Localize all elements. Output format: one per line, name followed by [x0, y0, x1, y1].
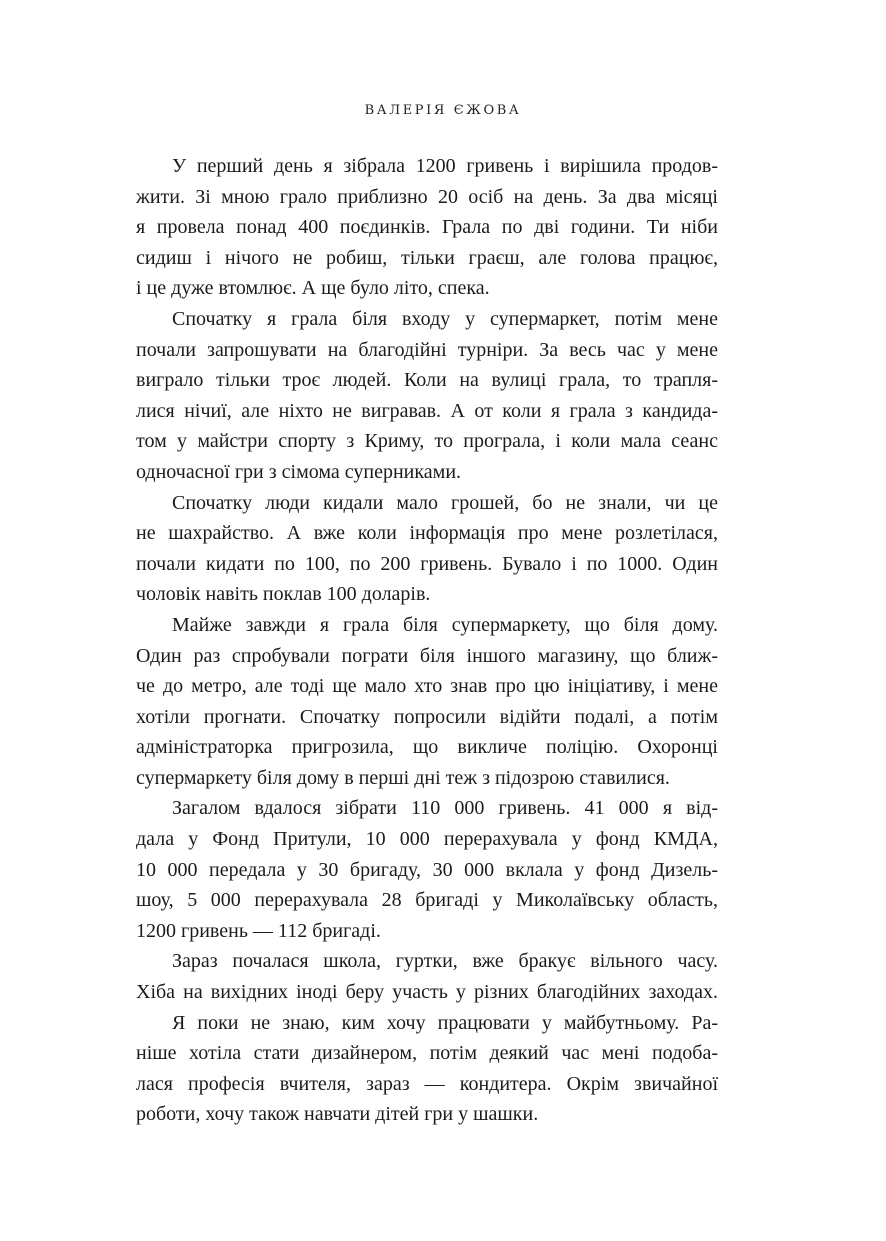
text-line: не шахрайство. А вже коли інформація про мене розлетілася,: [136, 522, 718, 545]
text-line: че до метро, але тоді ще мало хто знав про цю ініціативу, і мене: [136, 675, 718, 698]
text-line: виграло тільки троє людей. Коли на вулиці грала, то трапля-: [136, 369, 718, 392]
paragraph-6: [136, 946, 718, 1007]
text-line: У перший день я зібрала 1200 гривень і вирішила продов-: [172, 155, 718, 177]
text-line: Зараз почалася школа, гуртки, вже бракує вільного часу.: [172, 950, 718, 973]
text-line: почали запрошувати на благодійні турніри. За весь час у мене: [136, 338, 718, 361]
paragraph-7: [136, 1008, 718, 1130]
text-line: і це дуже втомлює. А ще було літо, спека.: [136, 277, 490, 300]
text-line: сидиш і нічого не робиш, тільки граєш, але голова працює,: [136, 246, 718, 269]
text-line: почали кидати по 100, по 200 гривень. Бувало і по 1000. Один: [136, 552, 718, 575]
paragraph-5: [136, 793, 718, 946]
text-line: Один раз спробували пограти біля іншого магазину, що ближ-: [136, 644, 718, 667]
text-line: Хіба на вихідних іноді беру участь у різних благодійних заходах.: [136, 981, 718, 1004]
text-line: адміністраторка пригрозила, що викличе поліцію. Охоронці: [136, 736, 718, 759]
text-line: шоу, 5 000 перерахувала 28 бригаді у Миколаївську область,: [136, 889, 718, 912]
text-line: роботи, хочу також навчати дітей гри у шашки.: [136, 1103, 539, 1126]
paragraph-1: [136, 151, 718, 304]
paragraph-4: [136, 610, 718, 794]
text-line: 1200 гривень — 112 бригаді.: [136, 919, 381, 942]
text-line: одночасної гри з сімома суперниками.: [136, 460, 462, 483]
text-line: лася професія вчителя, зараз — кондитера. Окрім звичайної: [136, 1072, 718, 1095]
text-line: супермаркету біля дому в перші дні теж з підозрою ставилися.: [136, 766, 670, 789]
text-line: хотіли прогнати. Спочатку попросили відійти подалі, а потім: [136, 705, 718, 728]
text-line: Спочатку люди кидали мало грошей, бо не знали, чи це: [172, 491, 718, 514]
text-line: ніше хотіла стати дизайнером, потім деякий час мені подоба-: [136, 1042, 718, 1065]
text-line: Спочатку я грала біля входу у супермаркет, потім мене: [172, 307, 718, 330]
text-line: том у майстри спорту з Криму, то програла, і коли мала сеанс: [136, 430, 718, 453]
text-line: лися нічиї, але ніхто не вигравав. А от коли я грала з кандида-: [136, 399, 718, 422]
text-line: 10 000 передала у 30 бригаду, 30 000 вклала у фонд Дизель-: [136, 858, 718, 881]
text-line: дала у Фонд Притули, 10 000 перерахувала у фонд КМДА,: [136, 828, 718, 851]
text-line: жити. Зі мною грало приблизно 20 осіб на день. За два місяці: [136, 185, 718, 208]
body-text: [136, 151, 718, 1130]
paragraph-3: [136, 488, 718, 610]
text-line: Я поки не знаю, ким хочу працювати у майбутньому. Ра-: [172, 1011, 718, 1034]
text-line: Майже завжди я грала біля супермаркету, що біля дому.: [172, 613, 718, 636]
text-line: Загалом вдалося зібрати 110 000 гривень. 41 000 я від-: [172, 797, 718, 820]
text-line: я провела понад 400 поєдинків. Грала по дві години. Ти ніби: [136, 216, 718, 239]
text-line: чоловік навіть поклав 100 доларів.: [136, 583, 431, 606]
paragraph-2: [136, 304, 718, 488]
running-head: ВАЛЕРІЯ ЄЖОВА: [364, 103, 522, 118]
